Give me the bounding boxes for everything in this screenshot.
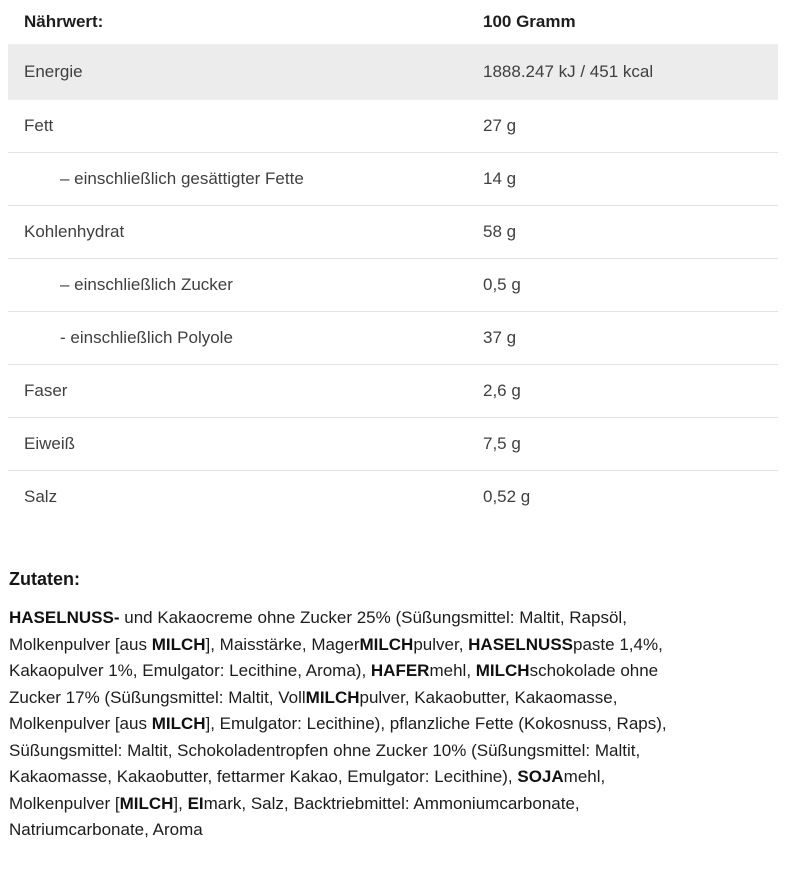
ingredient-allergen: EI [187, 793, 204, 813]
table-row [8, 418, 778, 471]
table-row [8, 312, 778, 365]
table-header-row [8, 0, 778, 44]
nutrient-label: Eiweiß [24, 434, 76, 453]
ingredients-heading: Zutaten: [9, 569, 80, 589]
nutrient-label: Fett [24, 116, 54, 135]
ingredient-text-segment: ], [173, 793, 188, 813]
ingredient-allergen: MILCH [359, 634, 414, 654]
ingredient-allergen: HASELNUSS- [9, 608, 120, 627]
ingredient-allergen: MILCH [305, 687, 360, 707]
ingredient-allergen: MILCH [475, 661, 530, 680]
nutrient-value: 37 g [483, 328, 517, 347]
nutrient-label: Kohlenhydrat [24, 222, 125, 241]
ingredient-text-segment: pulver, Kakaobutter, Kakaomasse, Molkenpulver [aus [9, 687, 618, 733]
ingredient-text-segment: paste 1,4%, Kakaopulver 1%, Emulgator: Lecithine, Aroma), [9, 634, 663, 680]
nutrition-table [8, 0, 778, 523]
nutrient-value: 58 g [483, 222, 517, 241]
nutrient-label: Energie [24, 62, 83, 81]
nutrient-value: 7,5 g [483, 434, 521, 453]
ingredients-text [9, 605, 704, 844]
table-row [8, 100, 778, 153]
ingredient-text-segment: mehl, [429, 661, 476, 680]
nutrient-label: – einschließlich Zucker [60, 275, 233, 294]
nutrient-label: Salz [24, 487, 58, 506]
nutrient-label: Faser [24, 381, 68, 400]
table-header-label: Nährwert: [24, 12, 104, 31]
nutrient-value: 14 g [483, 169, 517, 188]
table-row [8, 471, 778, 523]
ingredient-allergen: MILCH [151, 634, 206, 654]
ingredient-text-segment: ], Emulgator: Lecithine), pflanzliche Fette (Kokosnuss, Raps), Süßungsmittel: Maltit, Schokoladentropfen ohne Zucker 10% (Süßungsmittel: Maltit, Kakaomasse, Kakaobutter, fettarmer Kakao, Emulgator: Lecithine), [9, 714, 667, 786]
table-row [8, 259, 778, 312]
nutrient-label: – einschließlich gesättigter Fette [60, 169, 304, 188]
nutrient-value: 0,52 g [483, 487, 531, 506]
nutrient-value: 1888.247 kJ / 451 kcal [483, 62, 654, 81]
table-row [8, 206, 778, 259]
nutrient-value: 27 g [483, 116, 517, 135]
nutrient-label: - einschließlich Polyole [60, 328, 233, 347]
ingredient-text-segment: und Kakaocreme ohne Zucker 25% (Süßungsmittel: Maltit, Rapsöl, Molkenpulver [aus [9, 608, 627, 654]
ingredient-text-segment: schokolade ohne Zucker 17% (Süßungsmittel: Maltit, Voll [9, 661, 659, 707]
ingredient-text-segment: pulver, [413, 634, 469, 654]
table-row [8, 153, 778, 206]
ingredient-allergen: HAFER [370, 661, 430, 680]
ingredient-allergen: HASELNUSS [468, 634, 574, 654]
ingredient-allergen: SOJA [517, 767, 564, 786]
ingredient-allergen: MILCH [119, 793, 174, 813]
ingredient-text-segment: ], Maisstärke, Mager [205, 634, 360, 654]
ingredient-allergen: MILCH [151, 714, 206, 733]
nutrient-value: 0,5 g [483, 275, 521, 294]
ingredients-section [9, 569, 740, 844]
ingredient-text-segment: mark, Salz, Backtriebmittel: Ammoniumcarbonate, Natriumcarbonate, Aroma [9, 793, 580, 839]
nutrition-rows [8, 44, 778, 523]
table-header-value: 100 Gramm [483, 12, 576, 31]
table-row [8, 44, 778, 100]
nutrient-value: 2,6 g [483, 381, 521, 400]
ingredient-text-segment: mehl, Molkenpulver [ [9, 767, 606, 813]
table-row [8, 365, 778, 418]
